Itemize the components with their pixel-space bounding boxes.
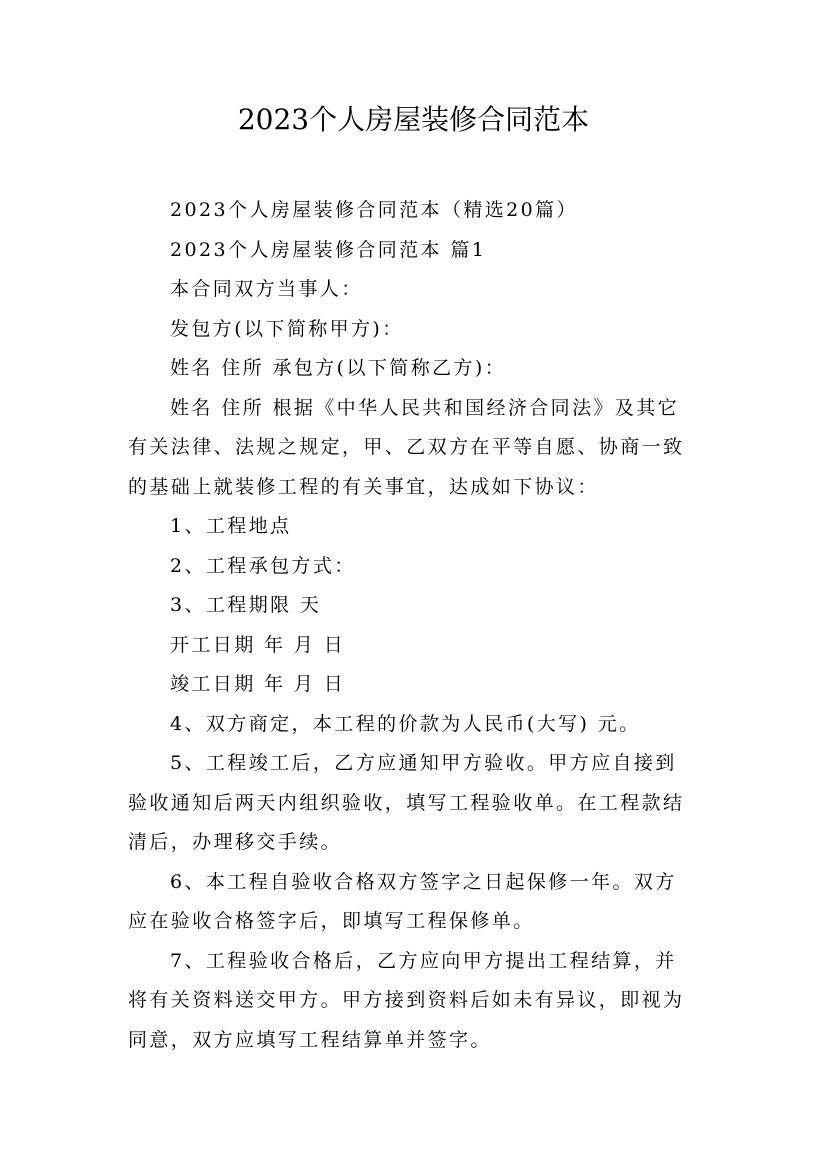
paragraph-line: 本合同双方当事人： — [170, 278, 363, 300]
paragraph-party-a — [128, 310, 708, 350]
completion-date — [128, 665, 708, 705]
paragraph-subtitle — [128, 191, 708, 231]
paragraph-party-b — [128, 349, 708, 389]
paragraph-line: 竣工日期 年 月 日 — [170, 673, 346, 695]
clause-1 — [128, 507, 708, 547]
start-date — [128, 626, 708, 666]
paragraph-legal-basis — [128, 389, 708, 508]
paragraph-line: 2023个人房屋装修合同范本 篇1 — [170, 238, 487, 261]
paragraph-line: 2023个人房屋装修合同范本（精选20篇） — [170, 199, 578, 221]
paragraph-line: 1、工程地点 — [170, 515, 292, 537]
clause-2 — [128, 547, 708, 587]
paragraph-line: 发包方(以下简称甲方)： — [170, 317, 404, 340]
document-title: 2023个人房屋装修合同范本 — [237, 103, 590, 136]
paragraph-parties-intro — [128, 270, 708, 310]
paragraph-line: 将有关资料送交甲方。甲方接到资料后如未有异议，即视为 — [128, 989, 685, 1011]
clause-7 — [128, 942, 708, 1061]
paragraph-line: 姓名 住所 承包方(以下简称乙方)： — [170, 357, 507, 379]
clause-5 — [128, 744, 708, 863]
paragraph-line: 6、本工程自验收合格双方签字之日起保修一年。双方 — [170, 870, 677, 893]
paragraph-line: 5、工程竣工后，乙方应通知甲方验收。甲方应自接到 — [170, 752, 677, 774]
paragraph-line: 2、工程承包方式： — [170, 554, 356, 577]
document-body — [128, 191, 708, 1060]
paragraph-line: 3、工程期限 天 — [170, 594, 322, 616]
paragraph-line: 开工日期 年 月 日 — [170, 633, 346, 656]
paragraph-line: 7、工程验收合格后，乙方应向甲方提出工程结算，并 — [170, 949, 677, 972]
paragraph-line: 清后，办理移交手续。 — [128, 831, 343, 853]
paragraph-section-heading — [128, 231, 708, 271]
paragraph-line: 有关法律、法规之规定，甲、乙双方在平等自愿、协商一致 — [128, 436, 685, 458]
clause-6 — [128, 863, 708, 942]
paragraph-line: 同意，双方应填写工程结算单并签字。 — [128, 1028, 492, 1051]
clause-3 — [128, 586, 708, 626]
paragraph-line: 4、双方商定，本工程的价款为人民币(大写) 元。 — [170, 712, 641, 735]
paragraph-line: 验收通知后两天内组织验收，填写工程验收单。在工程款结 — [128, 791, 685, 814]
paragraph-line: 姓名 住所 根据《中华人民共和国经济合同法》及其它 — [170, 396, 680, 419]
paragraph-line: 的基础上就装修工程的有关事宜，达成如下协议： — [128, 475, 599, 498]
paragraph-line: 应在验收合格签字后，即填写工程保修单。 — [128, 910, 535, 932]
clause-4 — [128, 705, 708, 745]
